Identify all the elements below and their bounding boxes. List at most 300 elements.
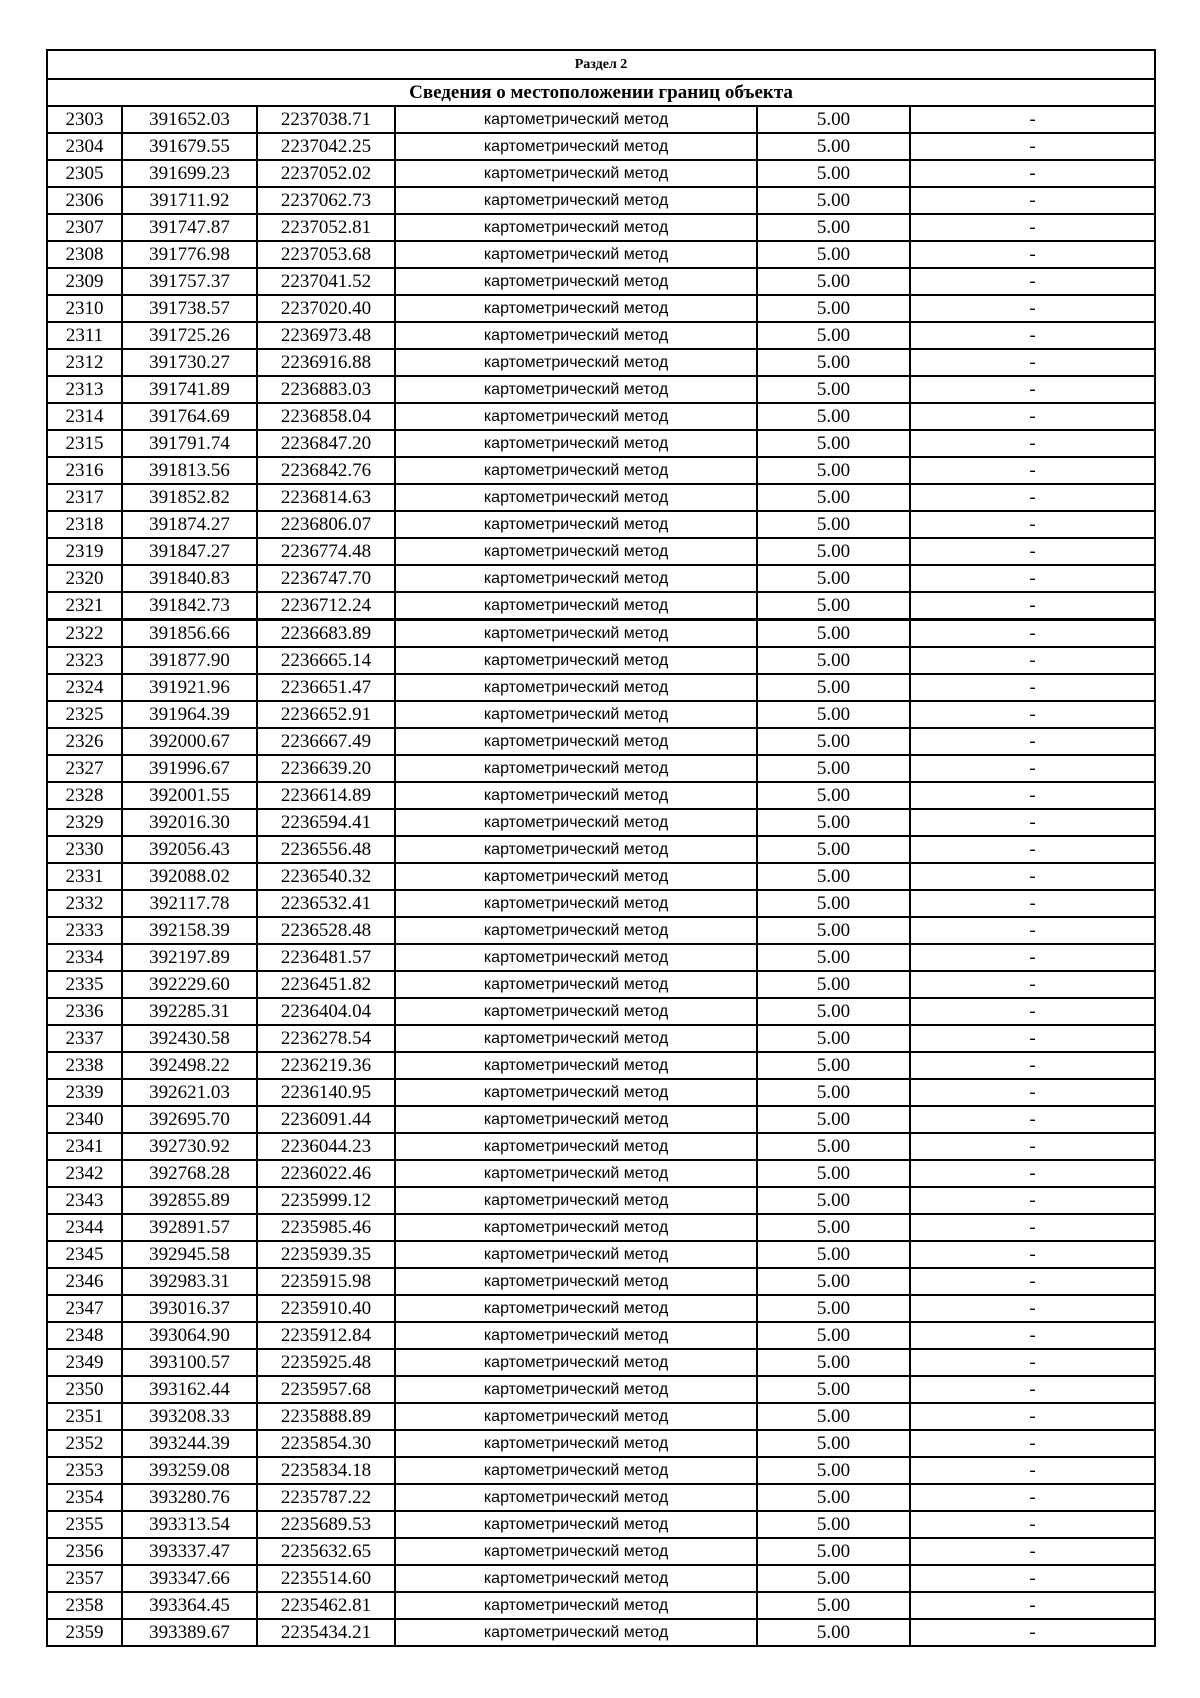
- x-coordinate-cell: 393259.08: [122, 1457, 257, 1484]
- accuracy-cell: 5.00: [757, 1619, 910, 1646]
- table-row: [47, 620, 1155, 648]
- x-coordinate-cell: 391842.73: [122, 592, 257, 620]
- x-coordinate-cell: 393244.39: [122, 1430, 257, 1457]
- note-cell: -: [910, 1376, 1155, 1403]
- y-coordinate-cell: 2235787.22: [257, 1484, 395, 1511]
- point-number-cell: 2347: [47, 1295, 122, 1322]
- y-coordinate-cell: 2236665.14: [257, 647, 395, 674]
- method-cell: картометрический метод: [395, 701, 757, 728]
- table-row: [47, 1160, 1155, 1187]
- note-cell: -: [910, 1133, 1155, 1160]
- table-row: [47, 457, 1155, 484]
- y-coordinate-cell: 2235689.53: [257, 1511, 395, 1538]
- method-cell: картометрический метод: [395, 620, 757, 648]
- method-cell: картометрический метод: [395, 1457, 757, 1484]
- accuracy-cell: 5.00: [757, 160, 910, 187]
- accuracy-cell: 5.00: [757, 376, 910, 403]
- method-cell: картометрический метод: [395, 890, 757, 917]
- section-header-row: [47, 50, 1155, 79]
- note-cell: -: [910, 1079, 1155, 1106]
- accuracy-cell: 5.00: [757, 187, 910, 214]
- method-cell: картометрический метод: [395, 430, 757, 457]
- x-coordinate-cell: 393364.45: [122, 1592, 257, 1619]
- method-cell: картометрический метод: [395, 1349, 757, 1376]
- accuracy-cell: 5.00: [757, 890, 910, 917]
- accuracy-cell: 5.00: [757, 1565, 910, 1592]
- method-cell: картометрический метод: [395, 322, 757, 349]
- table-row: [47, 484, 1155, 511]
- accuracy-cell: 5.00: [757, 863, 910, 890]
- method-cell: картометрический метод: [395, 1619, 757, 1646]
- table-row: [47, 322, 1155, 349]
- method-cell: картометрический метод: [395, 1403, 757, 1430]
- y-coordinate-cell: 2235434.21: [257, 1619, 395, 1646]
- table-row: [47, 1403, 1155, 1430]
- table-row: [47, 836, 1155, 863]
- x-coordinate-cell: 393389.67: [122, 1619, 257, 1646]
- point-number-cell: 2355: [47, 1511, 122, 1538]
- y-coordinate-cell: 2236044.23: [257, 1133, 395, 1160]
- method-cell: картометрический метод: [395, 1025, 757, 1052]
- method-cell: картометрический метод: [395, 1322, 757, 1349]
- y-coordinate-cell: 2235985.46: [257, 1214, 395, 1241]
- point-number-cell: 2349: [47, 1349, 122, 1376]
- y-coordinate-cell: 2236712.24: [257, 592, 395, 620]
- point-number-cell: 2330: [47, 836, 122, 863]
- accuracy-cell: 5.00: [757, 809, 910, 836]
- method-cell: картометрический метод: [395, 241, 757, 268]
- note-cell: -: [910, 1457, 1155, 1484]
- note-cell: -: [910, 971, 1155, 998]
- point-number-cell: 2318: [47, 511, 122, 538]
- x-coordinate-cell: 393162.44: [122, 1376, 257, 1403]
- table-body: [47, 106, 1155, 1646]
- point-number-cell: 2314: [47, 403, 122, 430]
- method-cell: картометрический метод: [395, 1592, 757, 1619]
- accuracy-cell: 5.00: [757, 1538, 910, 1565]
- note-cell: -: [910, 890, 1155, 917]
- table-row: [47, 430, 1155, 457]
- table-row: [47, 1376, 1155, 1403]
- table-row: [47, 1106, 1155, 1133]
- note-cell: -: [910, 295, 1155, 322]
- table-row: [47, 538, 1155, 565]
- y-coordinate-cell: 2235854.30: [257, 1430, 395, 1457]
- accuracy-cell: 5.00: [757, 944, 910, 971]
- x-coordinate-cell: 391757.37: [122, 268, 257, 295]
- point-number-cell: 2308: [47, 241, 122, 268]
- point-number-cell: 2320: [47, 565, 122, 592]
- x-coordinate-cell: 391652.03: [122, 106, 257, 133]
- accuracy-cell: 5.00: [757, 1484, 910, 1511]
- method-cell: картометрический метод: [395, 1079, 757, 1106]
- point-number-cell: 2333: [47, 917, 122, 944]
- note-cell: -: [910, 214, 1155, 241]
- note-cell: -: [910, 1430, 1155, 1457]
- point-number-cell: 2353: [47, 1457, 122, 1484]
- note-cell: -: [910, 565, 1155, 592]
- accuracy-cell: 5.00: [757, 484, 910, 511]
- y-coordinate-cell: 2236532.41: [257, 890, 395, 917]
- point-number-cell: 2315: [47, 430, 122, 457]
- point-number-cell: 2311: [47, 322, 122, 349]
- method-cell: картометрический метод: [395, 836, 757, 863]
- note-cell: -: [910, 1538, 1155, 1565]
- point-number-cell: 2331: [47, 863, 122, 890]
- x-coordinate-cell: 391711.92: [122, 187, 257, 214]
- x-coordinate-cell: 391921.96: [122, 674, 257, 701]
- y-coordinate-cell: 2236614.89: [257, 782, 395, 809]
- method-cell: картометрический метод: [395, 1106, 757, 1133]
- note-cell: -: [910, 998, 1155, 1025]
- method-cell: картометрический метод: [395, 1214, 757, 1241]
- x-coordinate-cell: 392891.57: [122, 1214, 257, 1241]
- accuracy-cell: 5.00: [757, 1133, 910, 1160]
- method-cell: картометрический метод: [395, 1160, 757, 1187]
- x-coordinate-cell: 392621.03: [122, 1079, 257, 1106]
- note-cell: -: [910, 917, 1155, 944]
- method-cell: картометрический метод: [395, 1538, 757, 1565]
- x-coordinate-cell: 391852.82: [122, 484, 257, 511]
- point-number-cell: 2350: [47, 1376, 122, 1403]
- point-number-cell: 2359: [47, 1619, 122, 1646]
- note-cell: -: [910, 187, 1155, 214]
- x-coordinate-cell: 392117.78: [122, 890, 257, 917]
- point-number-cell: 2345: [47, 1241, 122, 1268]
- y-coordinate-cell: 2236639.20: [257, 755, 395, 782]
- method-cell: картометрический метод: [395, 511, 757, 538]
- y-coordinate-cell: 2236883.03: [257, 376, 395, 403]
- note-cell: -: [910, 106, 1155, 133]
- method-cell: картометрический метод: [395, 1376, 757, 1403]
- y-coordinate-cell: 2236528.48: [257, 917, 395, 944]
- x-coordinate-cell: 393313.54: [122, 1511, 257, 1538]
- method-cell: картометрический метод: [395, 1565, 757, 1592]
- x-coordinate-cell: 391840.83: [122, 565, 257, 592]
- accuracy-cell: 5.00: [757, 1430, 910, 1457]
- table-row: [47, 187, 1155, 214]
- method-cell: картометрический метод: [395, 538, 757, 565]
- table-row: [47, 674, 1155, 701]
- note-cell: -: [910, 782, 1155, 809]
- x-coordinate-cell: 391776.98: [122, 241, 257, 268]
- x-coordinate-cell: 391699.23: [122, 160, 257, 187]
- accuracy-cell: 5.00: [757, 538, 910, 565]
- method-cell: картометрический метод: [395, 133, 757, 160]
- note-cell: -: [910, 160, 1155, 187]
- method-cell: картометрический метод: [395, 863, 757, 890]
- y-coordinate-cell: 2236683.89: [257, 620, 395, 648]
- point-number-cell: 2304: [47, 133, 122, 160]
- note-cell: -: [910, 322, 1155, 349]
- accuracy-cell: 5.00: [757, 1349, 910, 1376]
- accuracy-cell: 5.00: [757, 106, 910, 133]
- accuracy-cell: 5.00: [757, 295, 910, 322]
- accuracy-cell: 5.00: [757, 1160, 910, 1187]
- accuracy-cell: 5.00: [757, 457, 910, 484]
- accuracy-cell: 5.00: [757, 1268, 910, 1295]
- note-cell: -: [910, 1160, 1155, 1187]
- y-coordinate-cell: 2235632.65: [257, 1538, 395, 1565]
- point-number-cell: 2356: [47, 1538, 122, 1565]
- table-row: [47, 1187, 1155, 1214]
- accuracy-cell: 5.00: [757, 1214, 910, 1241]
- accuracy-cell: 5.00: [757, 701, 910, 728]
- note-cell: -: [910, 133, 1155, 160]
- y-coordinate-cell: 2235462.81: [257, 1592, 395, 1619]
- point-number-cell: 2342: [47, 1160, 122, 1187]
- y-coordinate-cell: 2235915.98: [257, 1268, 395, 1295]
- point-number-cell: 2313: [47, 376, 122, 403]
- method-cell: картометрический метод: [395, 457, 757, 484]
- point-number-cell: 2338: [47, 1052, 122, 1079]
- table-row: [47, 133, 1155, 160]
- table-row: [47, 376, 1155, 403]
- y-coordinate-cell: 2235514.60: [257, 1565, 395, 1592]
- y-coordinate-cell: 2235939.35: [257, 1241, 395, 1268]
- method-cell: картометрический метод: [395, 755, 757, 782]
- x-coordinate-cell: 391747.87: [122, 214, 257, 241]
- x-coordinate-cell: 392158.39: [122, 917, 257, 944]
- note-cell: -: [910, 647, 1155, 674]
- note-cell: -: [910, 1403, 1155, 1430]
- table-row: [47, 701, 1155, 728]
- point-number-cell: 2316: [47, 457, 122, 484]
- method-cell: картометрический метод: [395, 782, 757, 809]
- x-coordinate-cell: 391741.89: [122, 376, 257, 403]
- y-coordinate-cell: 2236540.32: [257, 863, 395, 890]
- x-coordinate-cell: 392730.92: [122, 1133, 257, 1160]
- note-cell: -: [910, 1322, 1155, 1349]
- y-coordinate-cell: 2235912.84: [257, 1322, 395, 1349]
- point-number-cell: 2324: [47, 674, 122, 701]
- note-cell: -: [910, 863, 1155, 890]
- x-coordinate-cell: 392695.70: [122, 1106, 257, 1133]
- y-coordinate-cell: 2236747.70: [257, 565, 395, 592]
- table-row: [47, 1484, 1155, 1511]
- point-number-cell: 2344: [47, 1214, 122, 1241]
- point-number-cell: 2329: [47, 809, 122, 836]
- method-cell: картометрический метод: [395, 106, 757, 133]
- y-coordinate-cell: 2236847.20: [257, 430, 395, 457]
- x-coordinate-cell: 393100.57: [122, 1349, 257, 1376]
- point-number-cell: 2352: [47, 1430, 122, 1457]
- point-number-cell: 2310: [47, 295, 122, 322]
- table-row: [47, 944, 1155, 971]
- point-number-cell: 2358: [47, 1592, 122, 1619]
- y-coordinate-cell: 2235957.68: [257, 1376, 395, 1403]
- x-coordinate-cell: 393347.66: [122, 1565, 257, 1592]
- point-number-cell: 2323: [47, 647, 122, 674]
- x-coordinate-cell: 392000.67: [122, 728, 257, 755]
- note-cell: -: [910, 620, 1155, 648]
- table-row: [47, 214, 1155, 241]
- x-coordinate-cell: 393280.76: [122, 1484, 257, 1511]
- x-coordinate-cell: 393016.37: [122, 1295, 257, 1322]
- note-cell: -: [910, 1565, 1155, 1592]
- point-number-cell: 2343: [47, 1187, 122, 1214]
- x-coordinate-cell: 391964.39: [122, 701, 257, 728]
- note-cell: -: [910, 836, 1155, 863]
- point-number-cell: 2346: [47, 1268, 122, 1295]
- table-row: [47, 565, 1155, 592]
- y-coordinate-cell: 2236916.88: [257, 349, 395, 376]
- y-coordinate-cell: 2236667.49: [257, 728, 395, 755]
- y-coordinate-cell: 2236814.63: [257, 484, 395, 511]
- table-row: [47, 1511, 1155, 1538]
- point-number-cell: 2317: [47, 484, 122, 511]
- note-cell: -: [910, 403, 1155, 430]
- point-number-cell: 2309: [47, 268, 122, 295]
- x-coordinate-cell: 391847.27: [122, 538, 257, 565]
- x-coordinate-cell: 393208.33: [122, 1403, 257, 1430]
- method-cell: картометрический метод: [395, 1052, 757, 1079]
- table-row: [47, 511, 1155, 538]
- note-cell: -: [910, 484, 1155, 511]
- x-coordinate-cell: 392498.22: [122, 1052, 257, 1079]
- y-coordinate-cell: 2236219.36: [257, 1052, 395, 1079]
- y-coordinate-cell: 2237053.68: [257, 241, 395, 268]
- table-row: [47, 1349, 1155, 1376]
- point-number-cell: 2335: [47, 971, 122, 998]
- table-row: [47, 890, 1155, 917]
- y-coordinate-cell: 2236091.44: [257, 1106, 395, 1133]
- x-coordinate-cell: 392197.89: [122, 944, 257, 971]
- accuracy-cell: 5.00: [757, 917, 910, 944]
- y-coordinate-cell: 2236556.48: [257, 836, 395, 863]
- method-cell: картометрический метод: [395, 1295, 757, 1322]
- method-cell: картометрический метод: [395, 1268, 757, 1295]
- method-cell: картометрический метод: [395, 1484, 757, 1511]
- x-coordinate-cell: 392768.28: [122, 1160, 257, 1187]
- accuracy-cell: 5.00: [757, 241, 910, 268]
- accuracy-cell: 5.00: [757, 1052, 910, 1079]
- note-cell: -: [910, 728, 1155, 755]
- y-coordinate-cell: 2236842.76: [257, 457, 395, 484]
- note-cell: -: [910, 1484, 1155, 1511]
- note-cell: -: [910, 511, 1155, 538]
- y-coordinate-cell: 2236594.41: [257, 809, 395, 836]
- table-row: [47, 1322, 1155, 1349]
- accuracy-cell: 5.00: [757, 728, 910, 755]
- note-cell: -: [910, 701, 1155, 728]
- note-cell: -: [910, 1592, 1155, 1619]
- table-row: [47, 1295, 1155, 1322]
- method-cell: картометрический метод: [395, 160, 757, 187]
- note-cell: -: [910, 268, 1155, 295]
- note-cell: -: [910, 1187, 1155, 1214]
- x-coordinate-cell: 392285.31: [122, 998, 257, 1025]
- accuracy-cell: 5.00: [757, 755, 910, 782]
- method-cell: картометрический метод: [395, 728, 757, 755]
- note-cell: -: [910, 1349, 1155, 1376]
- accuracy-cell: 5.00: [757, 971, 910, 998]
- x-coordinate-cell: 392088.02: [122, 863, 257, 890]
- accuracy-cell: 5.00: [757, 998, 910, 1025]
- point-number-cell: 2306: [47, 187, 122, 214]
- method-cell: картометрический метод: [395, 268, 757, 295]
- table-row: [47, 1079, 1155, 1106]
- accuracy-cell: 5.00: [757, 647, 910, 674]
- accuracy-cell: 5.00: [757, 403, 910, 430]
- y-coordinate-cell: 2236278.54: [257, 1025, 395, 1052]
- accuracy-cell: 5.00: [757, 1295, 910, 1322]
- x-coordinate-cell: 391874.27: [122, 511, 257, 538]
- accuracy-cell: 5.00: [757, 1322, 910, 1349]
- point-number-cell: 2328: [47, 782, 122, 809]
- y-coordinate-cell: 2236652.91: [257, 701, 395, 728]
- y-coordinate-cell: 2236022.46: [257, 1160, 395, 1187]
- method-cell: картометрический метод: [395, 1430, 757, 1457]
- accuracy-cell: 5.00: [757, 214, 910, 241]
- x-coordinate-cell: 392056.43: [122, 836, 257, 863]
- table-row: [47, 1052, 1155, 1079]
- accuracy-cell: 5.00: [757, 511, 910, 538]
- point-number-cell: 2340: [47, 1106, 122, 1133]
- table-row: [47, 295, 1155, 322]
- table-row: [47, 863, 1155, 890]
- accuracy-cell: 5.00: [757, 782, 910, 809]
- table-row: [47, 1619, 1155, 1646]
- method-cell: картометрический метод: [395, 809, 757, 836]
- accuracy-cell: 5.00: [757, 620, 910, 648]
- method-cell: картометрический метод: [395, 971, 757, 998]
- x-coordinate-cell: 391996.67: [122, 755, 257, 782]
- accuracy-cell: 5.00: [757, 322, 910, 349]
- accuracy-cell: 5.00: [757, 1457, 910, 1484]
- point-number-cell: 2321: [47, 592, 122, 620]
- note-cell: -: [910, 538, 1155, 565]
- method-cell: картометрический метод: [395, 349, 757, 376]
- x-coordinate-cell: 392983.31: [122, 1268, 257, 1295]
- table-row: [47, 403, 1155, 430]
- y-coordinate-cell: 2237020.40: [257, 295, 395, 322]
- note-cell: -: [910, 1025, 1155, 1052]
- note-cell: -: [910, 1241, 1155, 1268]
- table-row: [47, 728, 1155, 755]
- table-row: [47, 782, 1155, 809]
- y-coordinate-cell: 2237052.81: [257, 214, 395, 241]
- x-coordinate-cell: 391764.69: [122, 403, 257, 430]
- table-row: [47, 971, 1155, 998]
- accuracy-cell: 5.00: [757, 565, 910, 592]
- x-coordinate-cell: 391791.74: [122, 430, 257, 457]
- y-coordinate-cell: 2237041.52: [257, 268, 395, 295]
- note-cell: -: [910, 809, 1155, 836]
- y-coordinate-cell: 2236404.04: [257, 998, 395, 1025]
- method-cell: картометрический метод: [395, 1241, 757, 1268]
- note-cell: -: [910, 457, 1155, 484]
- accuracy-cell: 5.00: [757, 836, 910, 863]
- y-coordinate-cell: 2237062.73: [257, 187, 395, 214]
- method-cell: картометрический метод: [395, 592, 757, 620]
- accuracy-cell: 5.00: [757, 674, 910, 701]
- note-cell: -: [910, 349, 1155, 376]
- section-title-row: [47, 79, 1155, 106]
- accuracy-cell: 5.00: [757, 1079, 910, 1106]
- point-number-cell: 2319: [47, 538, 122, 565]
- x-coordinate-cell: 391813.56: [122, 457, 257, 484]
- point-number-cell: 2336: [47, 998, 122, 1025]
- table-row: [47, 1592, 1155, 1619]
- note-cell: -: [910, 944, 1155, 971]
- y-coordinate-cell: 2235910.40: [257, 1295, 395, 1322]
- x-coordinate-cell: 391725.26: [122, 322, 257, 349]
- method-cell: картометрический метод: [395, 674, 757, 701]
- y-coordinate-cell: 2236858.04: [257, 403, 395, 430]
- accuracy-cell: 5.00: [757, 133, 910, 160]
- method-cell: картометрический метод: [395, 998, 757, 1025]
